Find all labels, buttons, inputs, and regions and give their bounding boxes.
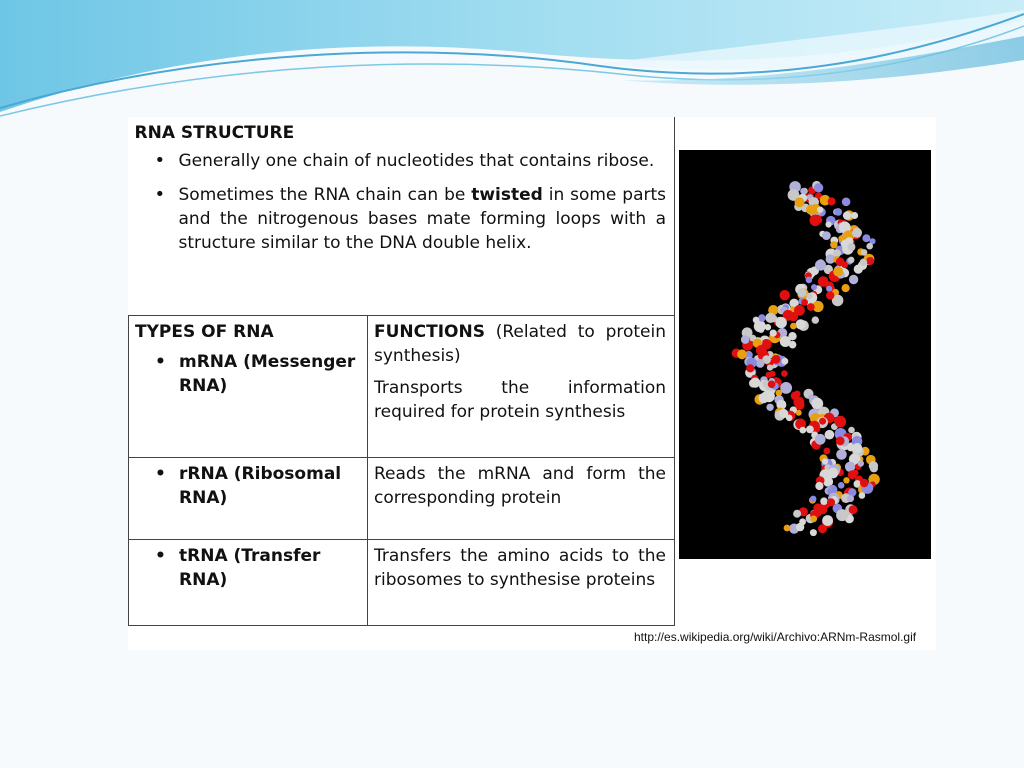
functions-header (374, 320, 666, 368)
molecule-atom (818, 524, 827, 533)
molecule-atom (815, 482, 823, 490)
molecule-atom (766, 372, 773, 379)
molecule-atom (798, 288, 807, 297)
molecule-atom (862, 234, 870, 242)
molecule-atom (825, 430, 835, 440)
molecule-atom (810, 516, 817, 523)
molecule-atom (869, 461, 878, 470)
molecule-atom (847, 495, 854, 502)
molecule-atom (811, 284, 817, 290)
bullet-text: Sometimes the RNA chain can be (178, 185, 472, 205)
rna-structure-cell (129, 117, 675, 315)
bullet-bold-text: twisted (471, 185, 543, 205)
molecule-atom (800, 188, 806, 194)
molecule-atom (842, 284, 850, 292)
rna-figure (128, 117, 936, 650)
molecule-atom (843, 211, 851, 219)
molecule-atom (765, 313, 775, 323)
molecule-atom (806, 293, 812, 299)
molecule-atom (849, 275, 858, 284)
molecule-atom (826, 291, 834, 299)
molecule-atom (781, 370, 788, 377)
molecule-atom (772, 355, 781, 364)
molecule-atom (814, 215, 821, 222)
types-cell-trna (129, 539, 368, 625)
type-mrna: • mRNA (Messenger RNA) (179, 350, 359, 398)
molecule-atom (859, 492, 866, 499)
functions-cell-trna (368, 539, 675, 625)
molecule-atom (780, 336, 791, 347)
molecule-atom (753, 317, 760, 324)
molecule-atom (834, 208, 842, 216)
molecule-atom (852, 228, 862, 238)
molecule-atom (812, 316, 819, 323)
molecule-atom (833, 267, 843, 277)
rna-structure-title: RNA STRUCTURE (134, 123, 295, 143)
molecule-atom (822, 515, 833, 526)
molecule-atom (806, 426, 814, 434)
molecule-atom (796, 523, 804, 531)
molecule-atom (776, 317, 787, 328)
molecule-atom (822, 231, 831, 240)
function-trna: Transfers the amino acids to the ribosomes to synthesise proteins (374, 545, 666, 590)
molecule-atom (823, 448, 830, 455)
bullet-text: in some parts and the nitrogenous bases mate forming loops with a structure similar to the DNA double helix. (178, 185, 666, 253)
molecule-atom (765, 324, 771, 330)
molecule-atom (796, 319, 806, 329)
molecule-atom (782, 358, 789, 365)
image-source-caption: http://es.wikipedia.org/wiki/Archivo:ARNm-Rasmol.gif (634, 630, 917, 644)
molecule-atom (820, 497, 828, 505)
types-header: TYPES OF RNA (135, 321, 274, 342)
molecule-atom (842, 262, 849, 269)
molecule-atom (784, 525, 791, 532)
molecule-atom (746, 364, 754, 372)
molecule-atom (866, 257, 874, 265)
molecule-atom (758, 314, 766, 322)
functions-header-label: FUNCTIONS (374, 321, 485, 342)
header-wave-decoration (0, 0, 1024, 130)
molecule-atom (766, 404, 773, 411)
functions-cell-mrna (368, 315, 675, 457)
molecule-atom (814, 183, 823, 192)
molecule-atom (806, 205, 816, 215)
molecule-atom (770, 330, 777, 337)
rna-structure-bullet-2 (179, 183, 667, 255)
molecule-atom (795, 401, 804, 410)
functions-header-note: (Related to protein synthesis) (374, 321, 666, 366)
molecule-atom (790, 323, 797, 330)
molecule-atom (836, 509, 848, 521)
molecule-atom (860, 259, 867, 266)
function-rrna: Reads the mRNA and form the corresponding protein (374, 463, 666, 508)
molecule-atom (858, 460, 864, 466)
molecule-atom (854, 265, 863, 274)
molecule-atom (767, 365, 773, 371)
molecule-atom (806, 277, 813, 284)
molecule-atom (850, 454, 858, 462)
molecule-atom (836, 437, 845, 446)
molecule-atom (817, 207, 823, 213)
types-cell-rrna (129, 457, 368, 539)
molecule-atom (759, 393, 769, 403)
molecule-atom (780, 290, 790, 300)
molecule-atom (826, 286, 832, 292)
rna-molecule-image (679, 150, 931, 559)
molecule-atom (810, 529, 817, 536)
molecule-atom (826, 221, 832, 227)
molecule-atom (849, 505, 858, 514)
rna-table (128, 117, 675, 626)
molecule-atom (848, 257, 855, 264)
molecule-atom (815, 260, 826, 271)
molecule-atom (796, 410, 802, 416)
molecule-atom (794, 391, 801, 398)
type-list (135, 350, 359, 398)
molecule-atom (833, 249, 841, 257)
rna-structure-list (135, 149, 667, 255)
molecule-atom (756, 359, 765, 368)
molecule-atom (866, 243, 873, 250)
molecule-atom (851, 212, 858, 219)
type-list (135, 462, 359, 510)
molecule-atom (793, 510, 801, 518)
bullet-text: Generally one chain of nucleotides that contains ribose. (178, 151, 655, 171)
molecule-atom (807, 303, 815, 311)
type-rrna: • rRNA (Ribosomal RNA) (179, 462, 359, 510)
functions-cell-rrna (368, 457, 675, 539)
molecule-atom (848, 427, 855, 434)
molecule-atom (786, 415, 793, 422)
molecule-atom (819, 418, 826, 425)
molecule-atom (815, 434, 826, 445)
molecule-atom (768, 381, 776, 389)
types-cell-mrna (129, 315, 368, 457)
molecule-atom (842, 198, 851, 207)
molecule-atom (835, 416, 847, 428)
molecule-atom (822, 458, 828, 464)
molecule-atom (780, 382, 792, 394)
rna-structure-bullet-1 (179, 149, 667, 173)
function-mrna: Transports the information required for protein synthesis (374, 377, 666, 422)
molecule-atom (801, 299, 808, 306)
molecule-atom (843, 477, 849, 483)
molecule-atom (847, 243, 855, 251)
molecule-atom (852, 443, 862, 453)
type-trna: • tRNA (Transfer RNA) (179, 544, 359, 592)
molecule-atom (794, 305, 805, 316)
molecule-atom (737, 349, 747, 359)
molecule-atom (810, 496, 817, 503)
molecule-atom (758, 327, 764, 333)
molecule-atom (741, 335, 750, 344)
type-list (135, 544, 359, 592)
molecule-atom (808, 395, 814, 401)
molecule-atom (836, 449, 847, 460)
molecule-atom (828, 197, 836, 205)
molecule-atom (750, 378, 760, 388)
molecule-atom (799, 427, 806, 434)
molecule-atom (860, 479, 869, 488)
molecule-atom (795, 197, 805, 207)
molecule-atom (838, 482, 845, 489)
